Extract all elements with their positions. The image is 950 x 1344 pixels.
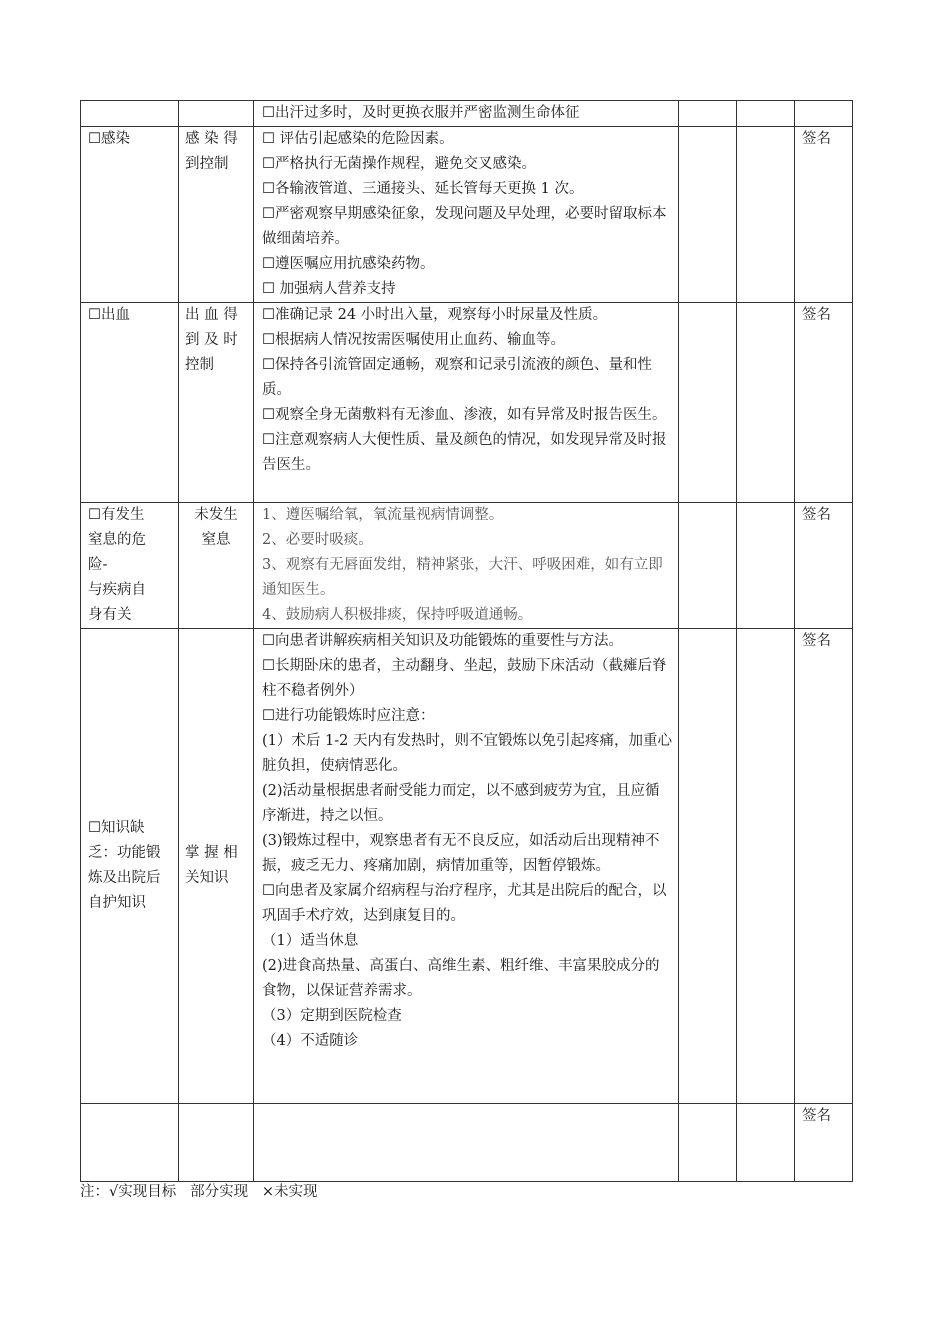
measure-item: ☐严密观察早期感染征象，发现问题及早处理，必要时留取标本做细菌培养。 xyxy=(262,206,667,247)
measures-cell xyxy=(254,1104,679,1182)
measure-item: ☐进行功能锻炼时应注意： xyxy=(262,708,435,724)
evaluation-cell xyxy=(737,127,795,303)
problem-line: 险- xyxy=(88,557,108,573)
legend-footnote: 注：√实现目标 部分实现 ×未实现 xyxy=(80,1184,318,1200)
goal-line: 窒息 xyxy=(201,532,231,548)
measures-cell xyxy=(254,629,679,1104)
goal-cell: 感 染 得 到控制 xyxy=(179,127,254,303)
problem-line: 身有关 xyxy=(88,607,132,623)
table-row xyxy=(81,303,853,503)
signature-cell xyxy=(795,1104,853,1182)
evaluation-cell xyxy=(737,101,795,127)
measure-item: 3、观察有无唇面发绀，精神紧张，大汗、呼吸困难，如有立即通知医生。 xyxy=(262,557,663,598)
measure-item: (3)锻炼过程中，观察患者有无不良反应，如活动后出现精神不振，疲乏无力、疼痛加剧，病情加重等，因暂停锻炼。 xyxy=(262,833,660,874)
evaluation-cell xyxy=(737,303,795,503)
signature-cell xyxy=(795,127,853,303)
measure-item: 2、必要时吸痰。 xyxy=(262,532,373,548)
nursing-problem-cell xyxy=(81,1104,179,1182)
problem-line: ☐有发生 xyxy=(88,507,145,523)
measure-item: ☐观察全身无菌敷料有无渗血、渗液，如有异常及时报告医生。 xyxy=(262,407,667,423)
measure-item: ☐严格执行无菌操作规程，避免交叉感染。 xyxy=(262,156,536,172)
goal-line: 未发生 xyxy=(194,507,238,523)
goal-cell xyxy=(179,503,254,629)
evaluation-cell xyxy=(679,101,737,127)
table-row xyxy=(81,127,853,303)
table-row xyxy=(81,101,853,127)
nursing-care-plan-table xyxy=(80,100,853,1182)
nursing-problem-cell: ☐感染 xyxy=(81,127,179,303)
table-row xyxy=(81,1104,853,1182)
signature-label: 签名 xyxy=(802,307,831,323)
measure-item: ☐准确记录 24 小时出入量，观察每小时尿量及性质。 xyxy=(262,307,608,323)
measure-item: 1、遵医嘱给氧，氧流量视病情调整。 xyxy=(262,507,504,523)
nursing-problem-cell: ☐知识缺乏：功能锻炼及出院后自护知识 xyxy=(81,629,179,1104)
evaluation-cell xyxy=(737,629,795,1104)
evaluation-cell xyxy=(679,127,737,303)
goal-cell xyxy=(179,101,254,127)
goal-cell: 出 血 得 到 及 时 控制 xyxy=(179,303,254,503)
evaluation-cell xyxy=(737,1104,795,1182)
signature-cell xyxy=(795,629,853,1104)
table-row xyxy=(81,503,853,629)
evaluation-cell xyxy=(679,1104,737,1182)
evaluation-cell xyxy=(679,303,737,503)
evaluation-cell xyxy=(737,503,795,629)
nursing-problem-cell xyxy=(81,503,179,629)
measure-item: (1）术后 1-2 天内有发热时，则不宜锻炼以免引起疼痛，加重心脏负担，使病情恶化。 xyxy=(262,733,672,774)
goal-cell: 掌 握 相 关知识 xyxy=(179,629,254,1104)
problem-line: 与疾病自 xyxy=(88,582,146,598)
signature-label: 签名 xyxy=(802,1108,831,1124)
measure-item: （3）定期到医院检查 xyxy=(262,1008,402,1024)
measures-cell xyxy=(254,503,679,629)
signature-cell xyxy=(795,303,853,503)
measure-item: 4、鼓励病人积极排痰，保持呼吸道通畅。 xyxy=(262,607,533,623)
nursing-problem-cell xyxy=(81,101,179,127)
evaluation-cell xyxy=(679,503,737,629)
measures-cell xyxy=(254,101,679,127)
measure-item: ☐向患者讲解疾病相关知识及功能锻炼的重要性与方法。 xyxy=(262,633,623,649)
signature-label: 签名 xyxy=(802,131,831,147)
measure-item: （4）不适随诊 xyxy=(262,1033,359,1049)
measure-item: ☐根据病人情况按需医嘱使用止血药、输血等。 xyxy=(262,332,565,348)
measure-item: (2)活动量根据患者耐受能力而定，以不感到疲劳为宜，且应循序渐进，持之以恒。 xyxy=(262,783,660,824)
measure-item: ☐长期卧床的患者，主动翻身、坐起，鼓励下床活动（截瘫后脊柱不稳者例外） xyxy=(262,658,667,699)
measures-cell xyxy=(254,303,679,503)
goal-cell xyxy=(179,1104,254,1182)
measure-item: ☐向患者及家属介绍病程与治疗程序，尤其是出院后的配合，以巩固手术疗效，达到康复目的。 xyxy=(262,883,667,924)
table-row xyxy=(81,629,853,1104)
signature-label: 签名 xyxy=(802,633,831,649)
evaluation-cell xyxy=(679,629,737,1104)
measures-cell xyxy=(254,127,679,303)
measure-item: (2)进食高热量、高蛋白、高维生素、粗纤维、丰富果胶成分的食物，以保证营养需求。 xyxy=(262,958,660,999)
signature-cell xyxy=(795,503,853,629)
measure-item: ☐ 评估引起感染的危险因素。 xyxy=(262,131,454,147)
measure-item: ☐遵医嘱应用抗感染药物。 xyxy=(262,256,435,272)
signature-cell xyxy=(795,101,853,127)
measure-item: ☐注意观察病人大便性质、量及颜色的情况，如发现异常及时报告医生。 xyxy=(262,432,667,473)
measure-item: ☐出汗过多时，及时更换衣服并严密监测生命体征 xyxy=(262,105,580,121)
signature-label: 签名 xyxy=(802,507,831,523)
problem-line: 窒息的危 xyxy=(88,532,146,548)
measure-item: ☐保持各引流管固定通畅，观察和记录引流液的颜色、量和性质。 xyxy=(262,357,652,398)
measure-item: ☐ 加强病人营养支持 xyxy=(262,281,396,297)
nursing-problem-cell: ☐出血 xyxy=(81,303,179,503)
measure-item: ☐各输液管道、三通接头、延长管每天更换 1 次。 xyxy=(262,181,584,197)
measure-item: （1）适当休息 xyxy=(262,933,359,949)
